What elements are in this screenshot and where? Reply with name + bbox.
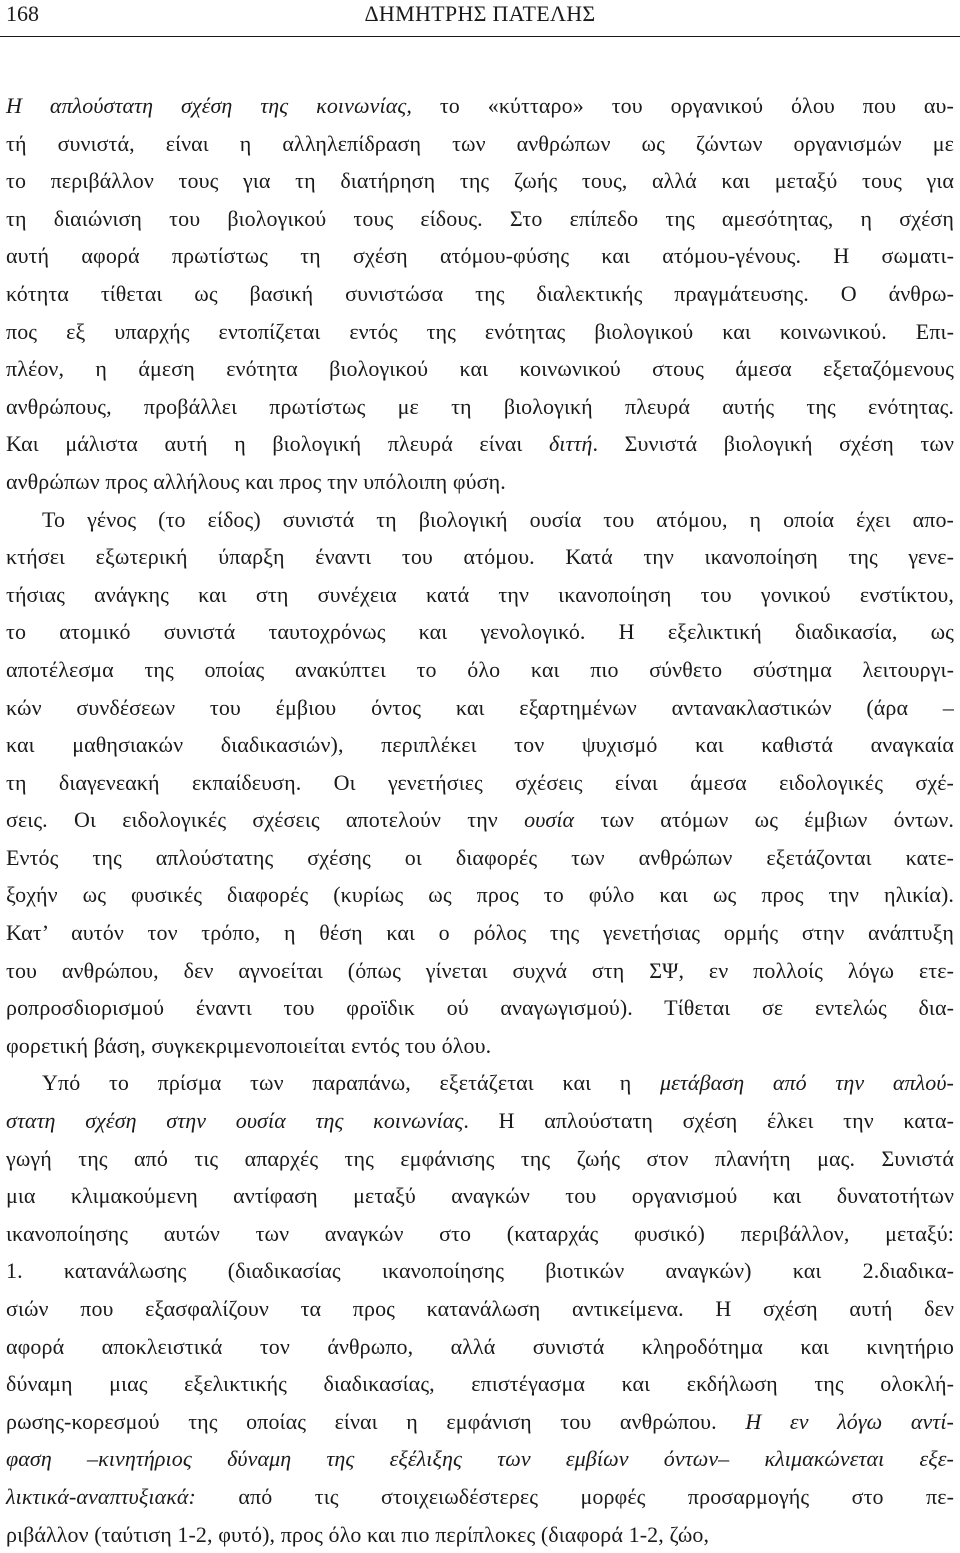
text-run: ξοχήν ως φυσικές διαφορές (κυρίως ως προς το φύλο και ως προς την ηλικία). — [6, 882, 954, 908]
text-line — [6, 501, 954, 539]
text-line — [6, 651, 954, 689]
text-line — [6, 425, 954, 463]
text-run: το περιβάλλον τους για τη διατήρηση της ζωής τους, αλλά και μεταξύ τους για — [6, 168, 954, 194]
text-line — [6, 350, 954, 388]
text-run: σιών που εξασφαλίζουν τα προς κατανάλωση αντικείμενα. Η σχέση αυτή δεν — [6, 1296, 954, 1321]
text-line — [6, 989, 954, 1027]
text-run: ρωσης-κορεσμού της οποίας είναι η εμφάνιση του ανθρώπου. — [6, 1408, 746, 1434]
text-line — [6, 463, 954, 501]
italic-run: στατη σχέση στην ουσία της κοινωνίας — [6, 1108, 464, 1134]
text-run: του ανθρώπου, δεν αγνοείται (όπως γίνεται συχνά στη ΣΨ, εν πολλοίς λόγω ετε- — [6, 957, 954, 983]
text-run: σεις. Οι ειδολογικές σχέσεις αποτελούν την — [6, 807, 525, 833]
text-run: πλέον, η άμεση ενότητα βιολογικού και κοινωνικού στους άμεσα εξεταζόμενους — [6, 356, 954, 382]
text-line — [6, 538, 954, 576]
text-line — [6, 1215, 954, 1253]
text-run: ικανοποίησης αυτών των αναγκών στο (καταρχάς φυσικό) περιβάλλον, μεταξύ: — [6, 1220, 954, 1246]
text-run: τη διαγενεακή εκπαίδευση. Οι γενετήσιες σχέσεις είναι άμεσα ειδολογικές σχέ- — [6, 769, 954, 795]
text-run: . Η απλούστατη σχέση έλκει την κατα- — [463, 1108, 954, 1134]
italic-run: Η εν λόγω αντί- — [745, 1408, 954, 1434]
body-text — [6, 87, 954, 1553]
text-line — [6, 162, 954, 200]
italic-run: μετάβαση από την απλού- — [660, 1070, 954, 1096]
text-line — [6, 1328, 954, 1366]
text-run: κτήσει εξωτερική ύπαρξη έναντι του ατόμου. Κατά την ικανοποίηση της γενε- — [6, 544, 954, 570]
text-line — [6, 1403, 954, 1441]
text-line — [6, 576, 954, 614]
text-run: ανθρώπους, προβάλλει πρωτίστως με τη βιολογική πλευρά αυτής της ενότητας. — [6, 393, 954, 419]
text-line — [6, 726, 954, 764]
text-run: ανθρώπων προς αλλήλους και προς την υπόλοιπη φύση. — [6, 468, 506, 494]
text-line — [6, 87, 954, 125]
text-line — [6, 1440, 954, 1478]
text-run: αυτή αφορά πρωτίστως τη σχέση ατόμου-φύσης και ατόμου-γένους. Η σωματι- — [6, 243, 954, 269]
italic-run: Η απλούστατη σχέση της κοινωνίας, — [6, 93, 412, 118]
text-line — [6, 1177, 954, 1215]
text-line — [6, 689, 954, 727]
text-run: κών συνδέσεων του έμβιου όντος και εξαρτημένων αντανακλαστικών (άρα – — [6, 694, 954, 720]
text-run: 1. κατανάλωσης (διαδικασίας ικανοποίησης βιοτικών αναγκών) και 2.διαδικα- — [6, 1258, 954, 1284]
text-line — [6, 200, 954, 238]
text-run: φορετική βάση, συγκεκριμενοποιείται εντός του όλου. — [6, 1032, 492, 1058]
text-run: Το γένος (το είδος) συνιστά τη βιολογική ουσία του ατόμου, η οποία έχει απο- — [42, 506, 954, 532]
text-line — [6, 1064, 954, 1102]
text-run: και μαθησιακών διαδικασιών), περιπλέκει τον ψυχισμό και καθιστά αναγκαία — [6, 732, 954, 758]
text-line — [6, 764, 954, 802]
text-line — [6, 952, 954, 990]
text-run: ροπροσδιορισμού έναντι του φροϊδικ ού αναγωγισμού). Τίθεται σε εντελώς δια- — [6, 995, 954, 1021]
text-line — [6, 1140, 954, 1178]
text-run: Υπό το πρίσμα των παραπάνω, εξετάζεται και η — [42, 1070, 660, 1096]
text-line — [6, 313, 954, 351]
text-run: Και μάλιστα αυτή η βιολογική πλευρά είναι — [6, 431, 549, 457]
text-line — [6, 1290, 954, 1328]
page-number: 168 — [6, 1, 39, 26]
text-run: το «κύτταρο» του οργανικού όλου που αυ- — [412, 93, 954, 118]
italic-run: φαση –κινητήριος δύναμη της εξέλιξης των εμβίων όντων– κλιμακώνεται εξε- — [6, 1446, 954, 1472]
text-line — [6, 801, 954, 839]
text-line — [6, 613, 954, 651]
text-run: Εντός της απλούστατης σχέσης οι διαφορές των ανθρώπων εξετάζονται κατε- — [6, 844, 954, 870]
text-run: των ατόμων ως έμβιων όντων. — [574, 807, 954, 833]
text-line — [6, 1252, 954, 1290]
text-run: πος εξ υπαρχής εντοπίζεται εντός της ενότητας βιολογικού και κοινωνικού. Επι- — [6, 318, 954, 344]
text-line — [6, 1027, 954, 1065]
text-line — [6, 1478, 954, 1516]
text-run: δύναμη μιας εξελικτικής διαδικασίας, επιστέγασμα και εκδήλωση της ολοκλή- — [6, 1371, 954, 1397]
text-run: . Συνιστά βιολογική σχέση των — [592, 431, 954, 457]
header-rule — [0, 36, 960, 37]
text-line — [6, 1102, 954, 1140]
text-line — [6, 275, 954, 313]
text-run: κότητα τίθεται ως βασική συνιστώσα της διαλεκτικής πραγμάτευσης. Ο άνθρω- — [6, 280, 954, 306]
text-run: τή συνιστά, είναι η αλληλεπίδραση των ανθρώπων ως ζώντων οργανισμών με — [6, 130, 954, 156]
text-run: από τις στοιχειωδέστερες μορφές προσαρμογής στο πε- — [196, 1483, 954, 1509]
text-line — [6, 914, 954, 952]
running-head: ΔΗΜΗΤΡΗΣ ΠΑΤΕΛΗΣ — [364, 1, 596, 26]
text-line — [6, 125, 954, 163]
text-run: ριβάλλον (ταύτιση 1-2, φυτό), προς όλο και πιο περίπλοκες (διαφορά 1-2, ζώο, — [6, 1521, 710, 1547]
text-run: γωγή της από τις απαρχές της εμφάνισης της ζωής στον πλανήτη μας. Συνιστά — [6, 1145, 954, 1171]
page-header — [0, 0, 960, 34]
text-run: αφορά αποκλειστικά τον άνθρωπο, αλλά συνιστά κληροδότημα και κινητήριο — [6, 1333, 954, 1359]
text-line — [6, 388, 954, 426]
text-run: Κατ’ αυτόν τον τρόπο, η θέση και ο ρόλος της γενετήσιας ορμής στην ανάπτυξη — [6, 920, 954, 946]
text-line — [6, 1365, 954, 1403]
text-line — [6, 1516, 954, 1553]
italic-run: λικτικά-αναπτυξιακά: — [6, 1483, 196, 1509]
italic-run: διττή — [548, 431, 593, 457]
text-line — [6, 839, 954, 877]
text-line — [6, 876, 954, 914]
text-run: αποτέλεσμα της οποίας ανακύπτει το όλο και πιο σύνθετο σύστημα λειτουργι- — [6, 656, 954, 682]
text-run: τη διαιώνιση του βιολογικού τους είδους. Στο επίπεδο της αμεσότητας, η σχέση — [6, 205, 954, 231]
text-run: μια κλιμακούμενη αντίφαση μεταξύ αναγκών του οργανισμού και δυνατοτήτων — [6, 1183, 954, 1209]
text-line — [6, 237, 954, 275]
text-run: το ατομικό συνιστά ταυτοχρόνως και γενολογικό. Η εξελικτική διαδικασία, ως — [6, 619, 954, 645]
italic-run: ουσία — [524, 807, 575, 833]
text-run: τήσιας ανάγκης και στη συνέχεια κατά την ικανοποίηση του γονικού ενστίκτου, — [6, 581, 954, 607]
